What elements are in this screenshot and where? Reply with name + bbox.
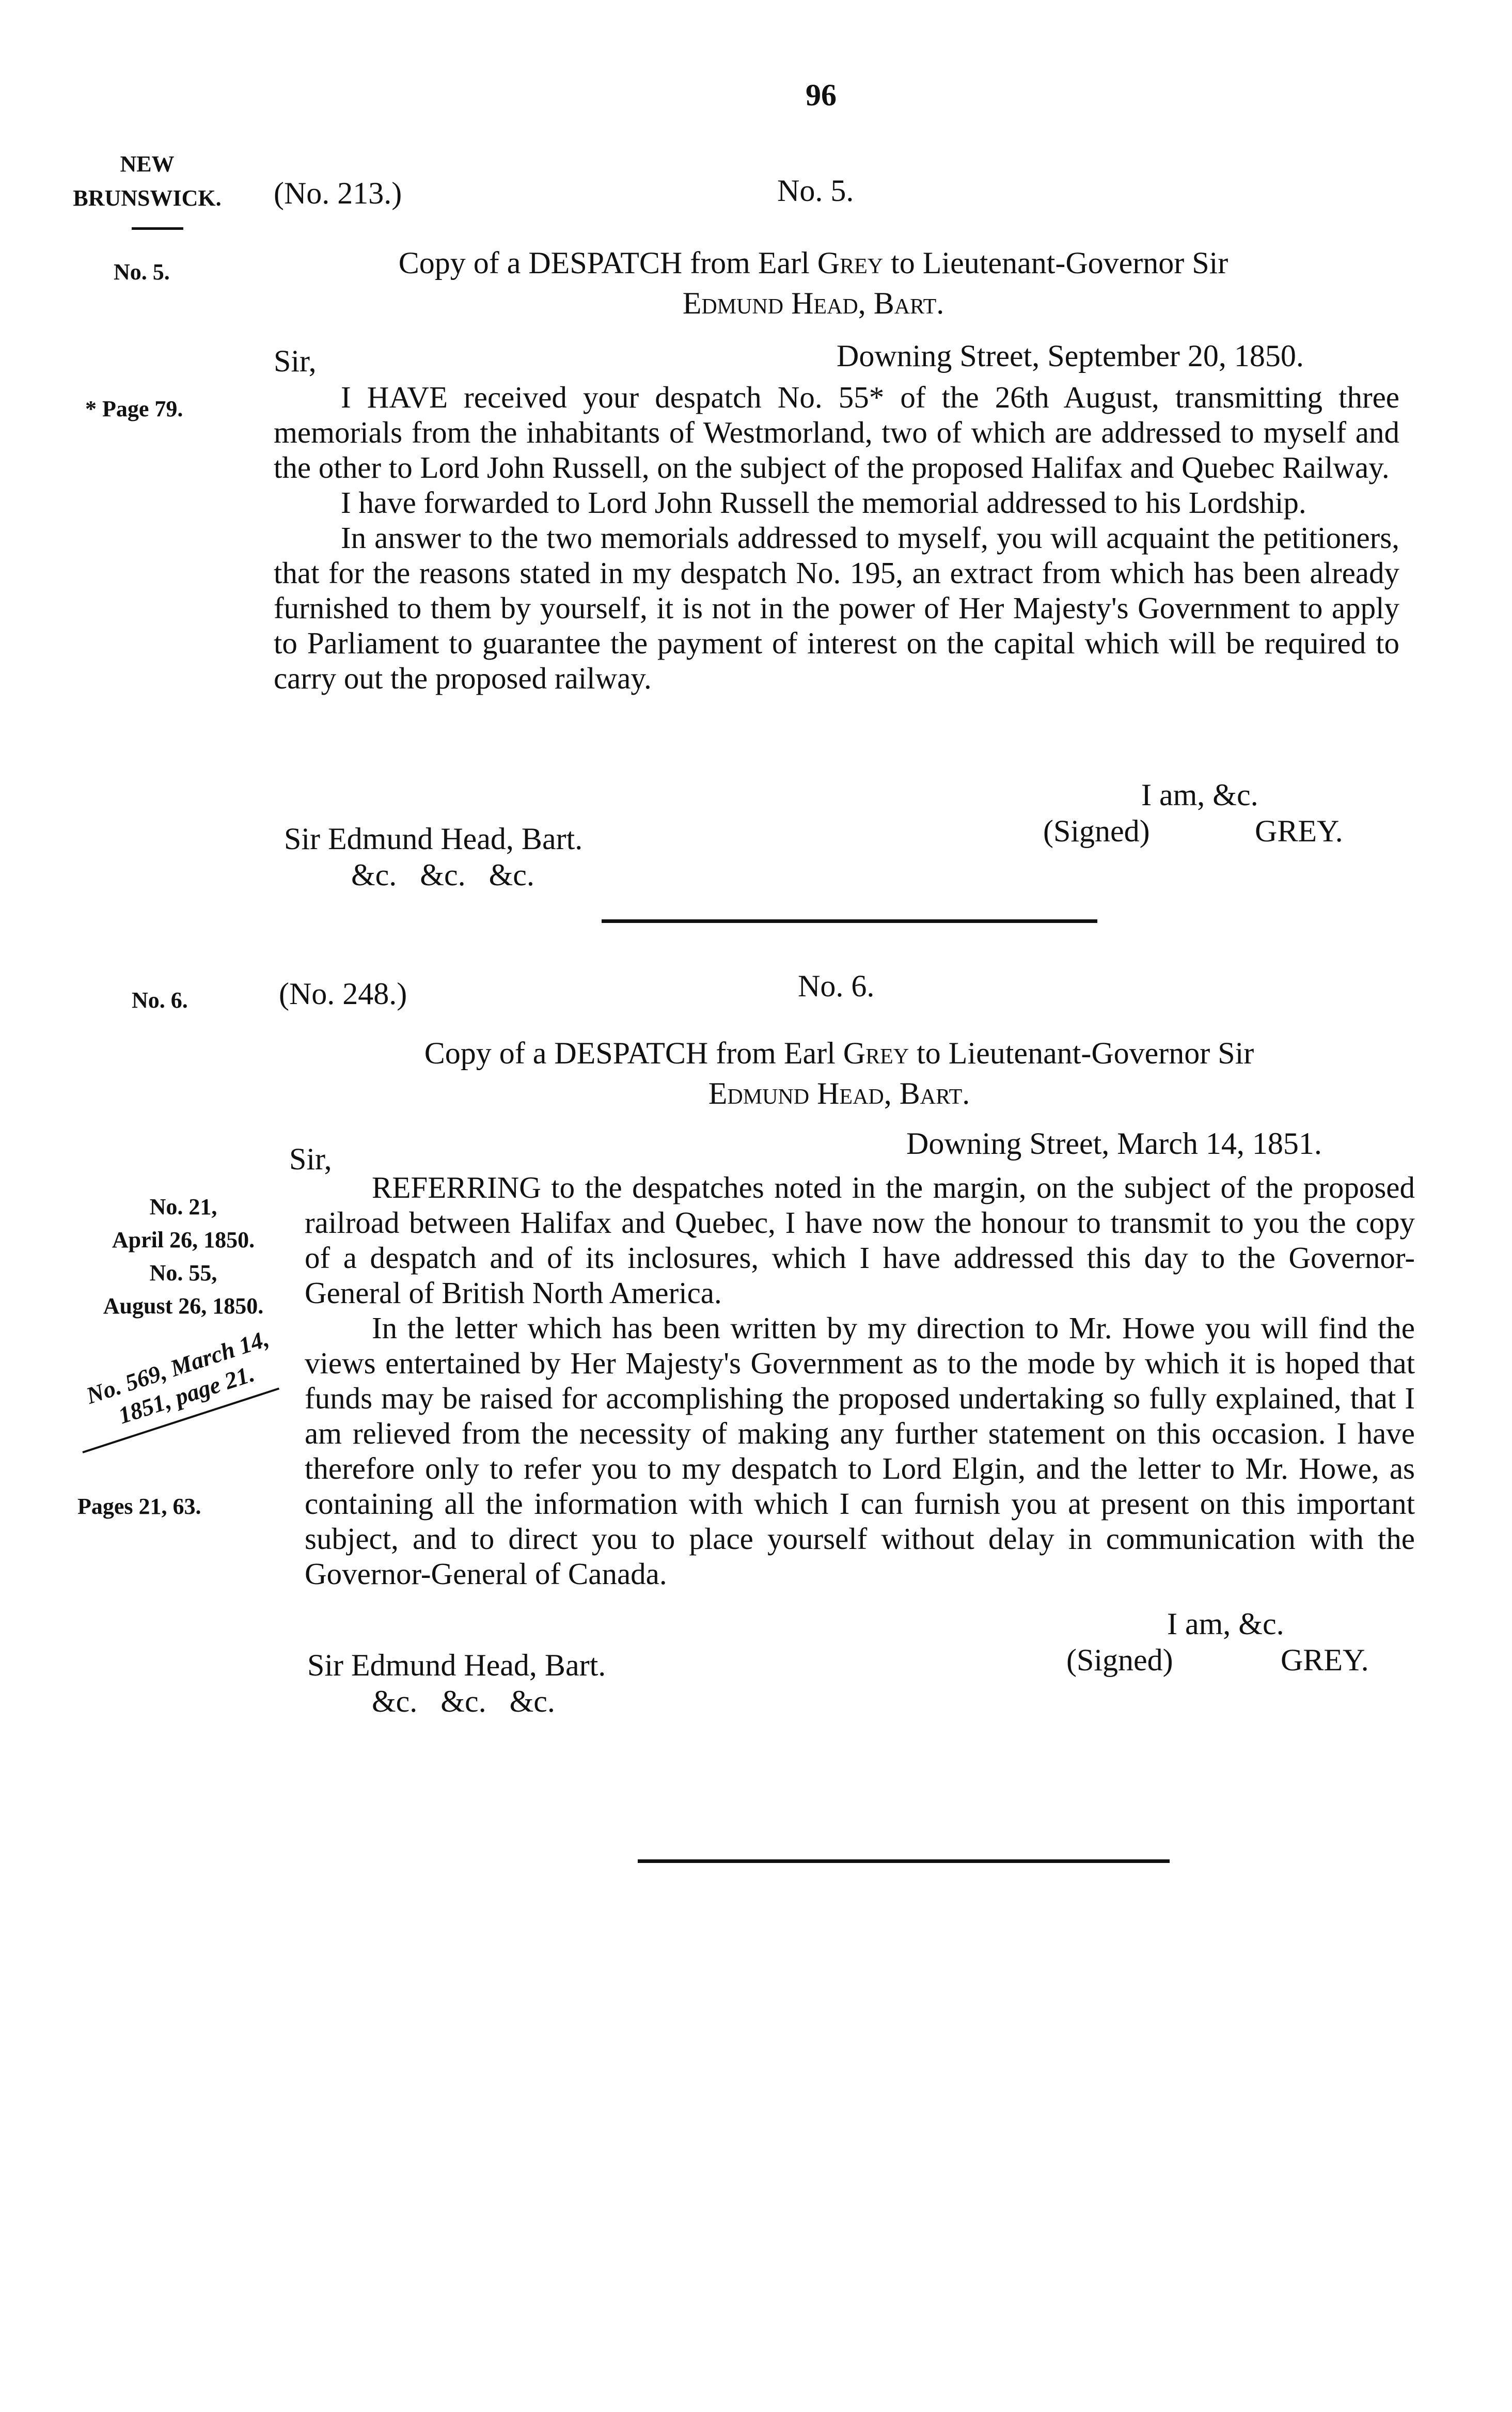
body-paragraph: In the letter which has been written by my direction to Mr. Howe you will find the views entertained by Her Majesty's Government as to the mode by which it is hoped that funds may be raised for accomplishing the proposed undertaking so fully explained, that I am relieved from the necessity of making any further statement on this occasion. I have therefore only to refer you to my despatch to Lord Elgin, and the letter to Mr. Howe, as containing all the information with which I can furnish you at present on this important subject, and to direct you to place yourself without delay in communication with the Governor-General of Canada. bbox=[305, 1311, 1415, 1591]
title-grey: Grey bbox=[843, 1036, 909, 1070]
title-prefix: Copy of a DESPATCH from Earl bbox=[424, 1036, 836, 1070]
region-divider bbox=[132, 227, 183, 230]
margin-ref-line: April 26, 1850. bbox=[112, 1227, 255, 1252]
margin-despatch-refs bbox=[83, 1191, 284, 1323]
signer: GREY. bbox=[1281, 1643, 1369, 1677]
title-line2: Edmund Head, Bart. bbox=[682, 286, 944, 320]
despatch-number: No. 6. bbox=[798, 969, 875, 1003]
rotated-margin-text: No. 569, March 14, 1851, page 21. bbox=[83, 1325, 272, 1429]
margin-page-ref: Pages 21, 63. bbox=[77, 1494, 201, 1519]
title-mid: to Lieutenant-Governor Sir bbox=[891, 246, 1228, 280]
section-divider bbox=[638, 1859, 1170, 1863]
page-number: 96 bbox=[806, 78, 837, 112]
body-paragraph: I have forwarded to Lord John Russell the memorial addressed to his Lordship. bbox=[341, 485, 1306, 520]
despatch-body bbox=[274, 380, 1399, 696]
dateline: Downing Street, September 20, 1850. bbox=[837, 339, 1304, 373]
title-grey: Grey bbox=[817, 246, 884, 280]
dateline: Downing Street, March 14, 1851. bbox=[906, 1126, 1322, 1161]
despatch-number: No. 5. bbox=[777, 174, 854, 208]
signed-label: (Signed) bbox=[1043, 814, 1150, 848]
despatch-title bbox=[310, 243, 1317, 323]
rotated-margin-note bbox=[83, 1327, 279, 1472]
title-mid: to Lieutenant-Governor Sir bbox=[917, 1036, 1254, 1070]
addressee: Sir Edmund Head, Bart. bbox=[284, 822, 583, 856]
body-paragraph: REFERRING to the despatches noted in the margin, on the subject of the proposed railroad between Halifax and Quebec, I have now the honour to transmit to you the copy of a despatch and of its inclosures, which I have addressed this day to the Governor-General of British North America. bbox=[305, 1170, 1415, 1310]
title-prefix: Copy of a DESPATCH from Earl bbox=[398, 246, 810, 280]
despatch-reference: (No. 248.) bbox=[279, 977, 407, 1011]
body-paragraph: In answer to the two memorials addressed to myself, you will acquaint the petitioners, that for the reasons stated in my despatch No. 195, an extract from which has been already furnished to them by yourself, it is not in the power of Her Majesty's Government to apply to Parliament to guarantee the payment of interest on the capital which will be required to carry out the proposed railway. bbox=[274, 521, 1399, 695]
addressee-etc: &c. &c. &c. bbox=[351, 858, 534, 892]
title-line2: Edmund Head, Bart. bbox=[708, 1076, 970, 1110]
salutation: Sir, bbox=[274, 344, 317, 378]
margin-despatch-number: No. 6. bbox=[132, 988, 188, 1013]
signed-label: (Signed) bbox=[1066, 1643, 1173, 1677]
region-label: NEW BRUNSWICK. bbox=[73, 151, 222, 211]
closing: I am, &c. bbox=[1141, 778, 1258, 812]
margin-ref-line: August 26, 1850. bbox=[103, 1293, 264, 1319]
despatch-title bbox=[336, 1033, 1343, 1114]
margin-despatch-number: No. 5. bbox=[114, 259, 170, 285]
despatch-body bbox=[305, 1170, 1415, 1591]
addressee-etc: &c. &c. &c. bbox=[372, 1684, 555, 1718]
section-divider bbox=[602, 919, 1097, 923]
margin-ref-line: No. 55, bbox=[149, 1260, 217, 1286]
margin-page-ref: * Page 79. bbox=[85, 396, 183, 421]
despatch-reference: (No. 213.) bbox=[274, 176, 402, 210]
body-paragraph: I HAVE received your despatch No. 55* of the 26th August, transmitting three memorials from the inhabitants of Westmorland, two of which are addressed to myself and the other to Lord John Russell, on the subject of the proposed Halifax and Quebec Railway. bbox=[274, 380, 1399, 484]
addressee: Sir Edmund Head, Bart. bbox=[307, 1648, 606, 1682]
closing: I am, &c. bbox=[1167, 1607, 1284, 1641]
signer: GREY. bbox=[1255, 814, 1343, 848]
salutation: Sir, bbox=[289, 1142, 332, 1176]
margin-ref-line: No. 21, bbox=[149, 1194, 217, 1219]
